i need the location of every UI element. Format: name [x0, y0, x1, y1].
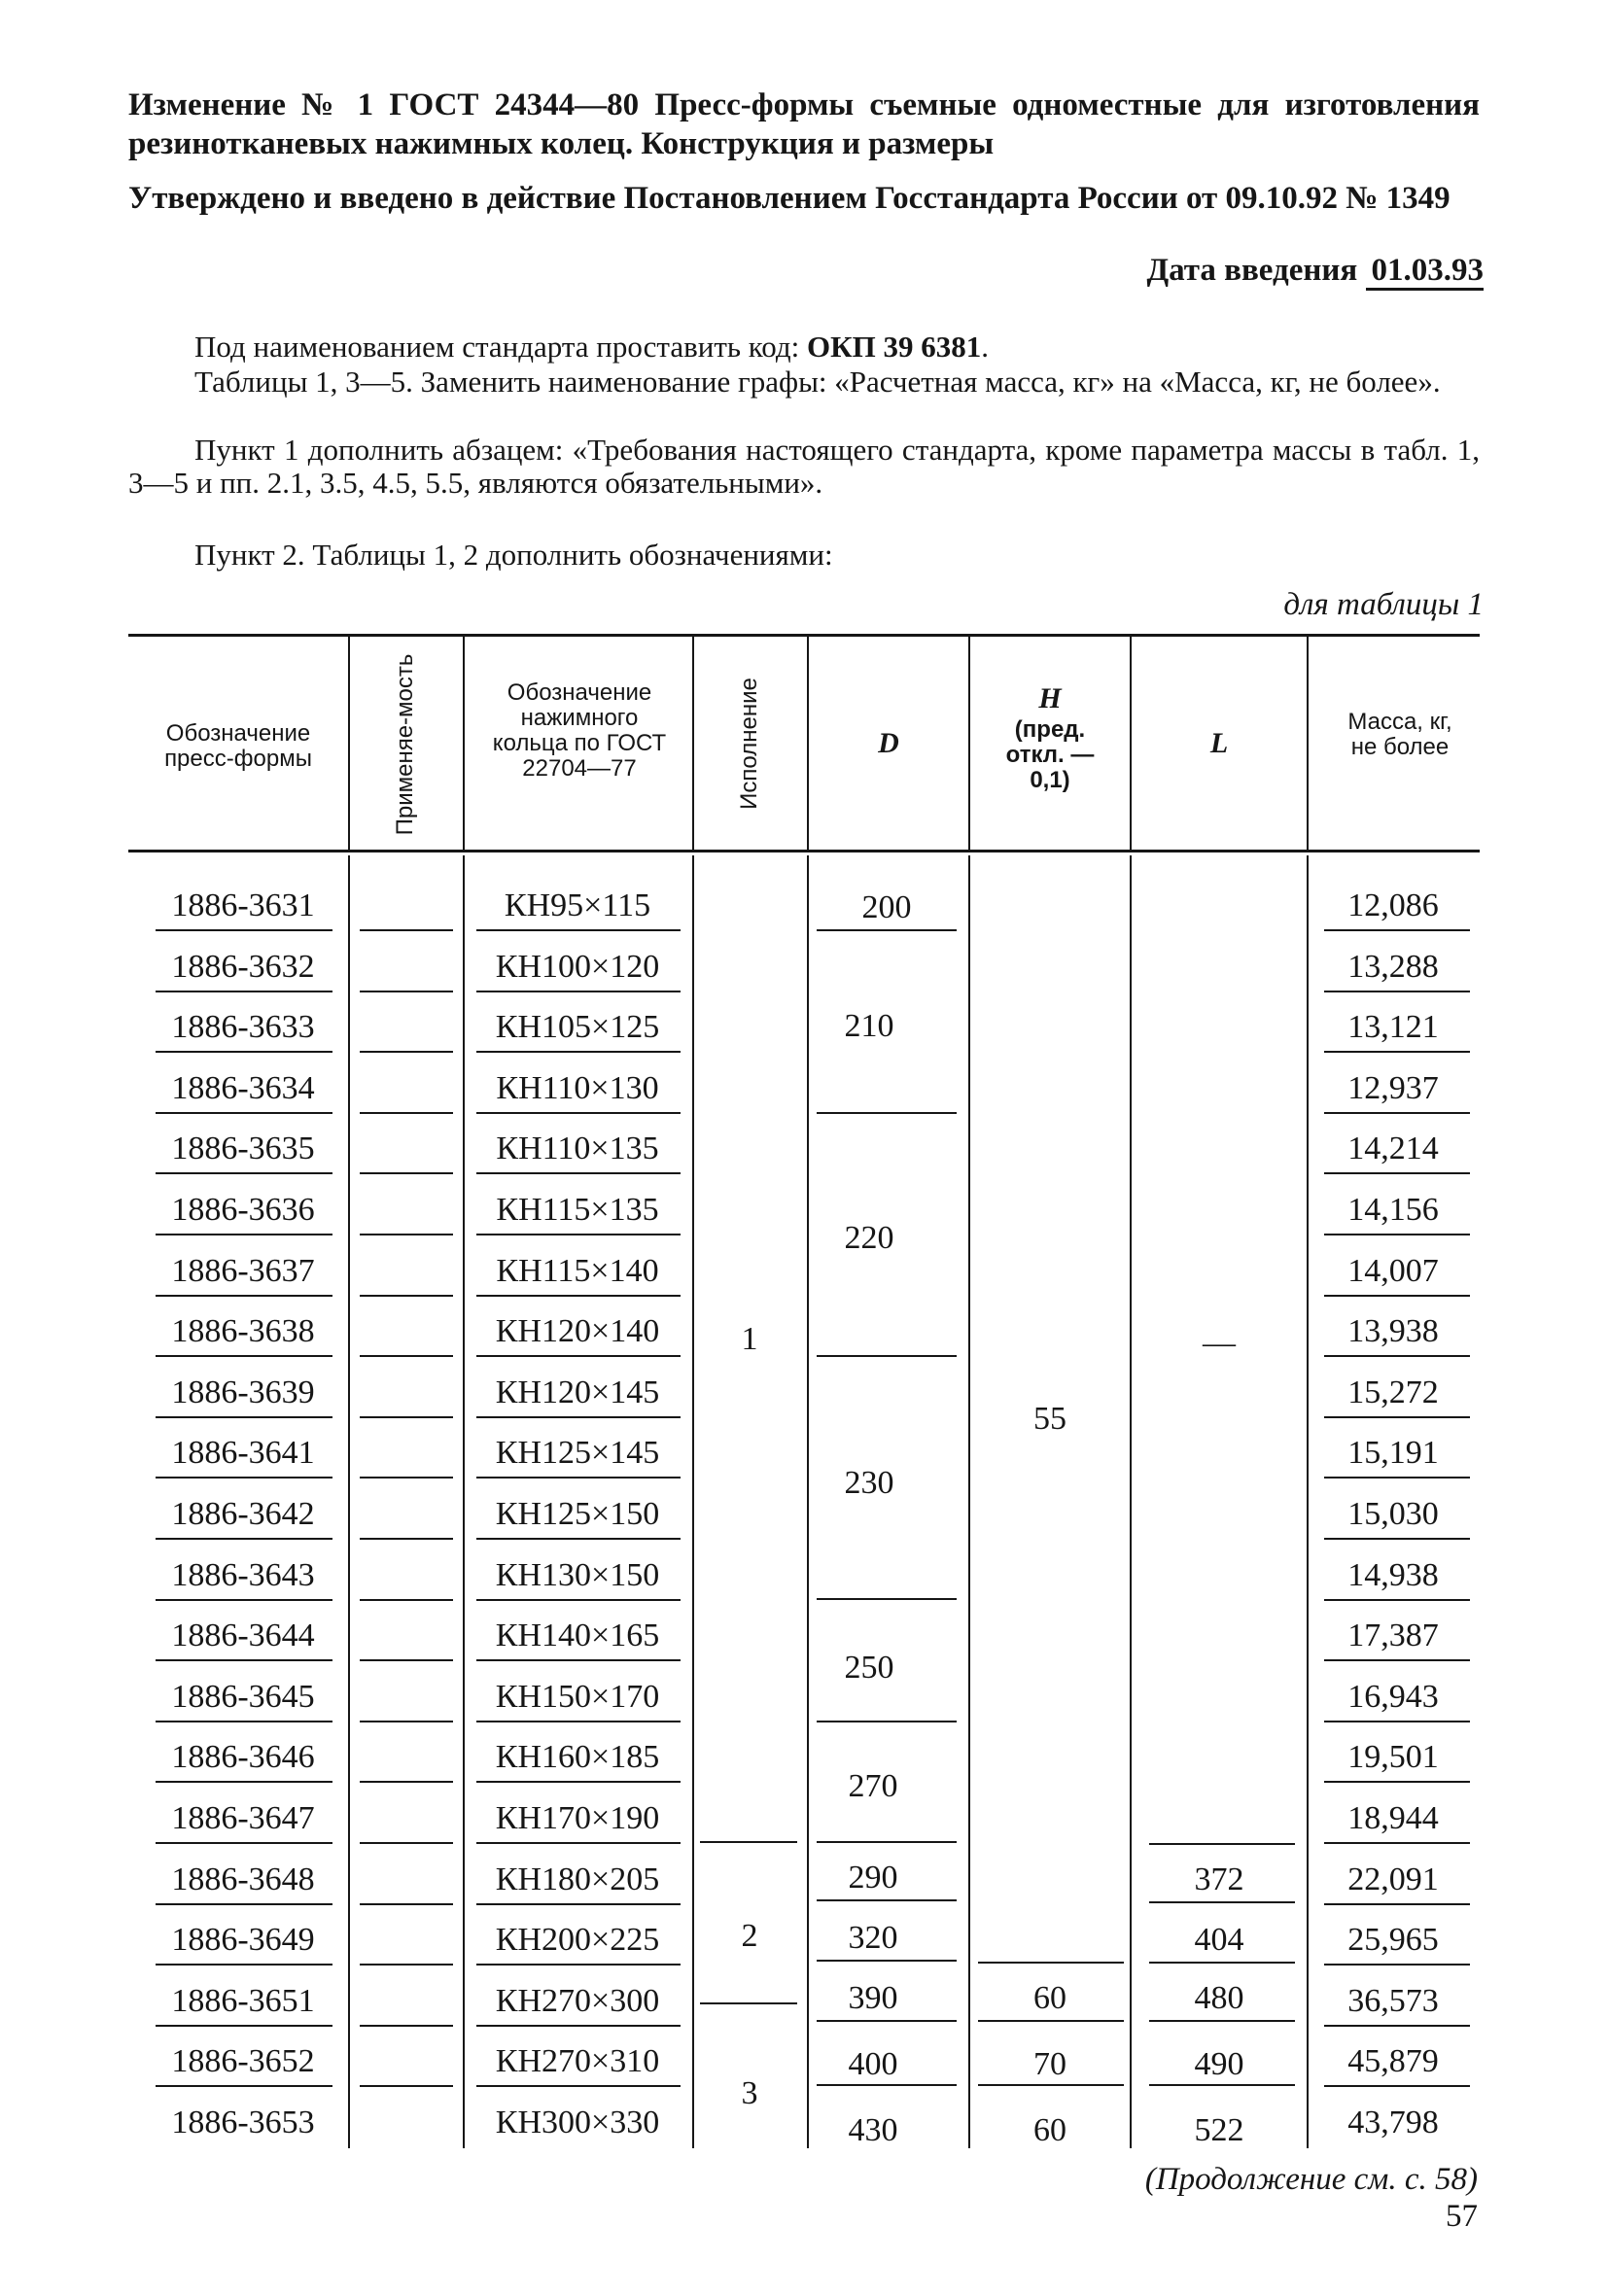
row-underline — [360, 1477, 453, 1478]
l-divider — [1149, 1843, 1295, 1845]
designation-cell: 1886-3636 — [171, 1192, 315, 1228]
row-underline — [476, 1295, 681, 1297]
effective-date-label: Дата введения — [1146, 253, 1358, 288]
row-underline — [1324, 929, 1470, 931]
d-divider — [817, 2020, 957, 2022]
mass-cell: 36,573 — [1347, 1983, 1439, 2019]
h-divider — [978, 2020, 1124, 2022]
row-underline — [156, 1295, 332, 1297]
designation-cell: 1886-3635 — [171, 1131, 315, 1166]
d-divider — [817, 1841, 957, 1843]
header-applicability: Применяе-мость — [392, 653, 418, 836]
row-underline — [360, 1172, 453, 1174]
row-underline — [476, 1538, 681, 1540]
row-underline — [1324, 1964, 1470, 1966]
mass-cell: 15,272 — [1347, 1374, 1439, 1410]
l-cell: 404 — [1194, 1922, 1244, 1958]
row-underline — [1324, 2025, 1470, 2027]
row-underline — [476, 1599, 681, 1601]
table-caption: для таблицы 1 — [1283, 587, 1484, 622]
mass-cell: 15,191 — [1347, 1435, 1439, 1471]
designation-cell: 1886-3637 — [171, 1253, 315, 1289]
ring-cell: КН95×115 — [504, 887, 651, 923]
row-underline — [476, 2025, 681, 2027]
h-cell: 70 — [1033, 2046, 1066, 2082]
header-separator — [348, 637, 350, 850]
row-underline — [360, 1355, 453, 1357]
header-d: D — [878, 727, 899, 759]
mass-cell: 19,501 — [1347, 1739, 1439, 1775]
row-underline — [1324, 1538, 1470, 1540]
l-cell: — — [1203, 1325, 1236, 1361]
row-underline — [360, 1599, 453, 1601]
designation-cell: 1886-3641 — [171, 1435, 315, 1471]
l-cell: 480 — [1194, 1980, 1244, 2016]
row-underline — [476, 1172, 681, 1174]
d-divider — [817, 1721, 957, 1722]
ring-cell: КН120×140 — [495, 1313, 660, 1349]
row-underline — [156, 1842, 332, 1844]
effective-date-value: 01.03.93 — [1366, 253, 1485, 291]
ring-cell: КН110×130 — [496, 1070, 659, 1106]
row-underline — [156, 1416, 332, 1418]
mass-cell: 15,030 — [1347, 1496, 1439, 1532]
header-mass: Масса, кг, не более — [1347, 709, 1452, 760]
row-underline — [476, 929, 681, 931]
header-separator — [463, 637, 465, 850]
ring-cell: КН105×125 — [495, 1009, 660, 1045]
body-separator — [348, 855, 350, 2148]
row-underline — [1324, 1295, 1470, 1297]
header-separator — [968, 637, 970, 850]
designation-cell: 1886-3631 — [171, 887, 315, 923]
row-underline — [476, 1477, 681, 1478]
row-underline — [1324, 991, 1470, 992]
d-divider — [817, 929, 957, 931]
header-l: L — [1209, 727, 1229, 759]
row-underline — [156, 2025, 332, 2027]
row-underline — [360, 1112, 453, 1114]
mass-cell: 14,007 — [1347, 1253, 1439, 1289]
l-divider — [1149, 1962, 1295, 1964]
d-cell: 210 — [844, 1008, 894, 1044]
row-underline — [360, 929, 453, 931]
header-separator — [1307, 637, 1309, 850]
version-cell: 2 — [741, 1918, 758, 1954]
row-underline — [1324, 1355, 1470, 1357]
row-underline — [360, 1051, 453, 1053]
body-separator — [968, 855, 970, 2148]
designation-cell: 1886-3644 — [171, 1618, 315, 1653]
paragraph-code-text: Под наименованием стандарта проставить код: — [194, 330, 808, 364]
ring-cell: КН120×145 — [495, 1374, 660, 1410]
row-underline — [360, 1903, 453, 1905]
header-ring: Обозначение нажимного кольца по ГОСТ 22704—77 — [492, 679, 667, 782]
ring-cell: КН150×170 — [495, 1679, 660, 1715]
l-cell: 490 — [1194, 2046, 1244, 2082]
row-underline — [476, 1051, 681, 1053]
d-cell: 270 — [848, 1768, 898, 1804]
mass-cell: 16,943 — [1347, 1679, 1439, 1715]
row-underline — [156, 1659, 332, 1661]
version-divider — [700, 2002, 797, 2004]
row-underline — [1324, 1416, 1470, 1418]
d-divider — [817, 1598, 957, 1600]
designation-cell: 1886-3645 — [171, 1679, 315, 1715]
ring-cell: КН115×135 — [496, 1192, 659, 1228]
d-cell: 230 — [844, 1465, 894, 1501]
row-underline — [156, 1599, 332, 1601]
mass-cell: 13,121 — [1347, 1009, 1439, 1045]
header-separator — [692, 637, 694, 850]
row-underline — [476, 1355, 681, 1357]
mass-cell: 12,937 — [1347, 1070, 1439, 1106]
header-h: H — [1038, 682, 1062, 714]
ring-cell: КН170×190 — [495, 1800, 660, 1836]
ring-cell: КН125×145 — [495, 1435, 660, 1471]
h-divider — [978, 1962, 1124, 1964]
designation-cell: 1886-3651 — [171, 1983, 315, 2019]
d-cell: 250 — [844, 1650, 894, 1686]
designation-cell: 1886-3646 — [171, 1739, 315, 1775]
row-underline — [360, 1234, 453, 1235]
continuation-note: (Продолжение см. с. 58) — [1144, 2162, 1478, 2197]
row-underline — [1324, 1477, 1470, 1478]
designation-cell: 1886-3648 — [171, 1861, 315, 1897]
row-underline — [360, 1842, 453, 1844]
table-top-rule — [128, 634, 1480, 637]
row-underline — [360, 2085, 453, 2087]
row-underline — [156, 991, 332, 992]
row-underline — [1324, 1842, 1470, 1844]
d-cell: 430 — [848, 2112, 898, 2148]
row-underline — [1324, 1599, 1470, 1601]
row-underline — [156, 1477, 332, 1478]
l-divider — [1149, 1901, 1295, 1903]
ring-cell: КН125×150 — [495, 1496, 660, 1532]
row-underline — [156, 1538, 332, 1540]
document-title: Изменение № 1 ГОСТ 24344—80 Пресс-формы съемные одноместные для изготовления резинотканевых нажимных колец. Конструкция и размеры — [128, 87, 1480, 161]
h-divider — [978, 2084, 1124, 2086]
paragraph-point-1: Пункт 1 дополнить абзацем: «Требования настоящего стандарта, кроме параметра массы в табл. 1, 3—5 и пп. 2.1, 3.5, 4.5, 5.5, являются обязательными». — [128, 433, 1480, 500]
row-underline — [1324, 1112, 1470, 1114]
ring-cell: КН100×120 — [495, 949, 660, 985]
designation-cell: 1886-3652 — [171, 2043, 315, 2079]
row-underline — [156, 1964, 332, 1966]
version-cell: 3 — [741, 2075, 758, 2111]
l-cell: 372 — [1194, 1861, 1244, 1897]
d-cell: 320 — [848, 1920, 898, 1956]
row-underline — [360, 991, 453, 992]
mass-cell: 12,086 — [1347, 887, 1439, 923]
row-underline — [156, 1721, 332, 1722]
h-cell: 55 — [1033, 1401, 1066, 1437]
designation-cell: 1886-3642 — [171, 1496, 315, 1532]
approval-line: Утверждено и введено в действие Постановлением Госстандарта России от 09.10.92 № 1349 — [128, 181, 1451, 216]
designation-cell: 1886-3638 — [171, 1313, 315, 1349]
ring-cell: КН130×150 — [495, 1557, 660, 1593]
d-divider — [817, 1355, 957, 1357]
mass-cell: 18,944 — [1347, 1800, 1439, 1836]
row-underline — [476, 2085, 681, 2087]
designation-cell: 1886-3643 — [171, 1557, 315, 1593]
page-number: 57 — [1446, 2199, 1478, 2234]
row-underline — [1324, 1051, 1470, 1053]
designation-cell: 1886-3639 — [171, 1374, 315, 1410]
d-cell: 200 — [861, 889, 912, 925]
d-divider — [817, 1899, 957, 1901]
d-divider — [817, 2084, 957, 2086]
row-underline — [360, 2025, 453, 2027]
row-underline — [156, 929, 332, 931]
row-underline — [1324, 2085, 1470, 2087]
l-divider — [1149, 2084, 1295, 2086]
row-underline — [476, 1964, 681, 1966]
mass-cell: 13,938 — [1347, 1313, 1439, 1349]
row-underline — [476, 991, 681, 992]
row-underline — [476, 1416, 681, 1418]
paragraph-code-end: . — [981, 330, 989, 364]
version-cell: 1 — [741, 1321, 758, 1357]
body-separator — [463, 855, 465, 2148]
row-underline — [1324, 1903, 1470, 1905]
ring-cell: КН270×310 — [495, 2043, 660, 2079]
ring-cell: КН160×185 — [495, 1739, 660, 1775]
version-divider — [700, 1841, 797, 1843]
l-cell: 522 — [1194, 2112, 1244, 2148]
table-header-rule — [128, 850, 1480, 852]
designation-cell: 1886-3634 — [171, 1070, 315, 1106]
d-cell: 220 — [844, 1220, 894, 1256]
body-separator — [1307, 855, 1309, 2148]
l-divider — [1149, 2020, 1295, 2022]
row-underline — [156, 2085, 332, 2087]
ring-cell: КН115×140 — [496, 1253, 659, 1289]
h-cell: 60 — [1033, 2112, 1066, 2148]
ring-cell: КН140×165 — [495, 1618, 660, 1653]
mass-cell: 13,288 — [1347, 949, 1439, 985]
paragraph-point-2: Пункт 2. Таблицы 1, 2 дополнить обозначениями: — [194, 538, 833, 572]
designation-cell: 1886-3653 — [171, 2105, 315, 2140]
row-underline — [360, 1416, 453, 1418]
row-underline — [476, 1721, 681, 1722]
row-underline — [476, 1659, 681, 1661]
row-underline — [1324, 1234, 1470, 1235]
d-divider — [817, 1112, 957, 1114]
d-cell: 400 — [848, 2046, 898, 2082]
h-cell: 60 — [1033, 1980, 1066, 2016]
row-underline — [156, 1903, 332, 1905]
row-underline — [476, 1781, 681, 1783]
header-h-tolerance: (пред. откл. —0,1) — [1005, 716, 1095, 793]
ring-cell: КН270×300 — [495, 1983, 660, 2019]
row-underline — [156, 1355, 332, 1357]
designation-cell: 1886-3647 — [171, 1800, 315, 1836]
mass-cell: 22,091 — [1347, 1861, 1439, 1897]
paragraph-tables: Таблицы 1, 3—5. Заменить наименование графы: «Расчетная масса, кг» на «Масса, кг, не более». — [194, 365, 1441, 399]
row-underline — [360, 1964, 453, 1966]
row-underline — [360, 1781, 453, 1783]
body-separator — [807, 855, 809, 2148]
row-underline — [476, 1903, 681, 1905]
designation-cell: 1886-3632 — [171, 949, 315, 985]
row-underline — [1324, 1781, 1470, 1783]
row-underline — [156, 1234, 332, 1235]
ring-cell: КН110×135 — [496, 1131, 659, 1166]
mass-cell: 14,938 — [1347, 1557, 1439, 1593]
row-underline — [156, 1172, 332, 1174]
ring-cell: КН200×225 — [495, 1922, 660, 1958]
row-underline — [1324, 1721, 1470, 1722]
mass-cell: 43,798 — [1347, 2105, 1439, 2140]
d-cell: 290 — [848, 1860, 898, 1896]
mass-cell: 14,156 — [1347, 1192, 1439, 1228]
mass-cell: 25,965 — [1347, 1922, 1439, 1958]
row-underline — [156, 1781, 332, 1783]
row-underline — [360, 1295, 453, 1297]
designation-cell: 1886-3633 — [171, 1009, 315, 1045]
row-underline — [476, 1842, 681, 1844]
ring-cell: КН300×330 — [495, 2105, 660, 2140]
row-underline — [360, 1659, 453, 1661]
row-underline — [1324, 1172, 1470, 1174]
d-cell: 390 — [848, 1980, 898, 2016]
row-underline — [360, 1721, 453, 1722]
row-underline — [1324, 1659, 1470, 1661]
mass-cell: 14,214 — [1347, 1131, 1439, 1166]
header-version: Исполнение — [736, 678, 762, 810]
row-underline — [156, 1112, 332, 1114]
designation-cell: 1886-3649 — [171, 1922, 315, 1958]
mass-cell: 17,387 — [1347, 1618, 1439, 1653]
okp-code: ОКП 39 6381 — [807, 330, 982, 364]
row-underline — [476, 1234, 681, 1235]
header-designation: Обозначение пресс-формы — [164, 720, 312, 772]
row-underline — [476, 1112, 681, 1114]
ring-cell: КН180×205 — [495, 1861, 660, 1897]
row-underline — [156, 1051, 332, 1053]
d-divider — [817, 1960, 957, 1962]
mass-cell: 45,879 — [1347, 2043, 1439, 2079]
row-underline — [360, 1538, 453, 1540]
